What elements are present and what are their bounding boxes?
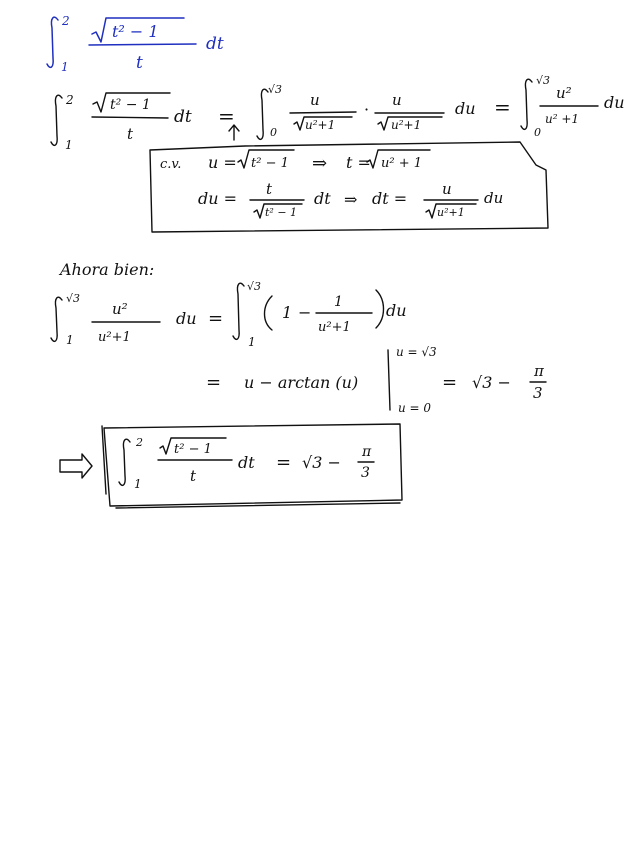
integral-sign-icon — [233, 283, 244, 339]
numerator: t² − 1 — [174, 442, 212, 457]
radicand: t² − 1 — [251, 156, 289, 171]
fraction-c-denominator: u² +1 — [545, 112, 580, 126]
differential-du: du — [484, 189, 504, 207]
lower-limit: 1 — [66, 333, 74, 347]
denominator: u²+1 — [98, 330, 131, 345]
differential: dt — [314, 189, 331, 208]
numerator: u² — [112, 300, 128, 318]
double-arrow-icon — [60, 454, 92, 478]
fraction-a-denominator: u²+1 — [305, 118, 336, 132]
evaluation-bar — [388, 350, 390, 410]
upper-limit: 2 — [62, 14, 70, 28]
right-paren — [376, 290, 384, 328]
ahora-bien-text: Ahora bien: — [60, 260, 155, 279]
equals-sign: = — [442, 372, 458, 393]
upper-limit: √3 — [66, 292, 81, 305]
minus-sign: − — [298, 303, 312, 322]
three: 3 — [533, 384, 543, 402]
lower-limit: 1 — [65, 138, 73, 152]
equals-sign: = — [208, 308, 224, 329]
differential-du: du — [386, 301, 407, 320]
equals-sign: = — [206, 372, 222, 393]
blue-heading-integral — [47, 14, 224, 74]
upper-limit: √3 — [247, 280, 262, 293]
integrand-numerator: t² − 1 — [110, 97, 151, 113]
fraction-bar — [290, 112, 356, 113]
differential: dt — [238, 453, 255, 472]
step3-equation — [206, 345, 546, 415]
fraction-bar — [92, 117, 168, 118]
equals-sign: = — [494, 95, 511, 119]
result-sqrt3: √3 − — [302, 453, 341, 472]
fraction-numerator: u — [442, 180, 452, 198]
lower-limit: 0 — [534, 126, 541, 139]
upper-evaluation: u = √3 — [396, 345, 437, 359]
left-paren — [265, 296, 273, 330]
integrand-numerator: t² − 1 — [112, 22, 159, 41]
cv-label: c.v. — [160, 157, 182, 172]
fraction-bar — [89, 44, 196, 45]
fraction-a-numerator: u — [310, 91, 320, 109]
three: 3 — [361, 465, 370, 481]
fraction-denominator: t² − 1 — [265, 206, 298, 219]
differential: dt — [174, 107, 192, 127]
integral-sign-icon — [51, 297, 62, 341]
differential-du: du — [455, 99, 476, 118]
upper-limit: 2 — [136, 436, 143, 449]
step2-equation — [51, 280, 407, 349]
integral-sign-icon — [119, 439, 130, 485]
differential: dt — [206, 34, 224, 54]
upper-limit: √3 — [268, 83, 283, 96]
equals-sign: = — [276, 452, 292, 473]
integral-sign-icon — [521, 79, 532, 129]
fraction-numerator: t — [266, 180, 273, 198]
lower-evaluation: u = 0 — [398, 401, 432, 415]
implies-arrow: ⇒ — [312, 153, 328, 174]
fraction-b-denominator: u²+1 — [391, 118, 422, 132]
t-equals: t = — [346, 153, 371, 172]
one: 1 — [282, 303, 293, 322]
integral-sign-icon — [257, 89, 268, 139]
change-of-variable-box — [150, 142, 548, 232]
u-equals: u = — [208, 153, 237, 172]
pi-symbol: π — [534, 362, 544, 380]
radicand: u² + 1 — [381, 156, 423, 171]
integral-sign-icon — [51, 95, 62, 145]
lower-limit: 0 — [270, 126, 277, 139]
lower-limit: 1 — [61, 60, 69, 74]
integrand-denominator: t — [127, 125, 134, 143]
final-result — [60, 424, 402, 508]
fraction-c-numerator: u² — [556, 84, 572, 102]
denominator: t — [190, 467, 197, 485]
implies-arrow: ⇒ — [344, 190, 358, 209]
equals-sign: = — [218, 104, 235, 128]
integrand-denominator: t — [136, 53, 143, 73]
inner-numerator: 1 — [334, 294, 343, 310]
result-sqrt3: √3 − — [472, 373, 511, 392]
step1-equation — [51, 74, 625, 152]
dot-operator: · — [364, 100, 370, 119]
antiderivative: u − arctan (u) — [244, 373, 359, 392]
pi-symbol: π — [362, 444, 372, 460]
du-equals: du = — [198, 189, 238, 208]
integral-sign-icon — [47, 17, 58, 67]
dt-equals: dt = — [372, 189, 408, 208]
inner-denominator: u²+1 — [318, 320, 351, 335]
differential-du: du — [176, 309, 197, 328]
lower-limit: 1 — [134, 477, 142, 491]
upper-limit: 2 — [66, 93, 74, 107]
differential-du: du — [604, 93, 625, 112]
fraction-b-numerator: u — [392, 91, 402, 109]
lower-limit: 1 — [248, 335, 256, 349]
fraction-denominator: u²+1 — [437, 206, 465, 219]
upper-limit: √3 — [536, 74, 551, 87]
